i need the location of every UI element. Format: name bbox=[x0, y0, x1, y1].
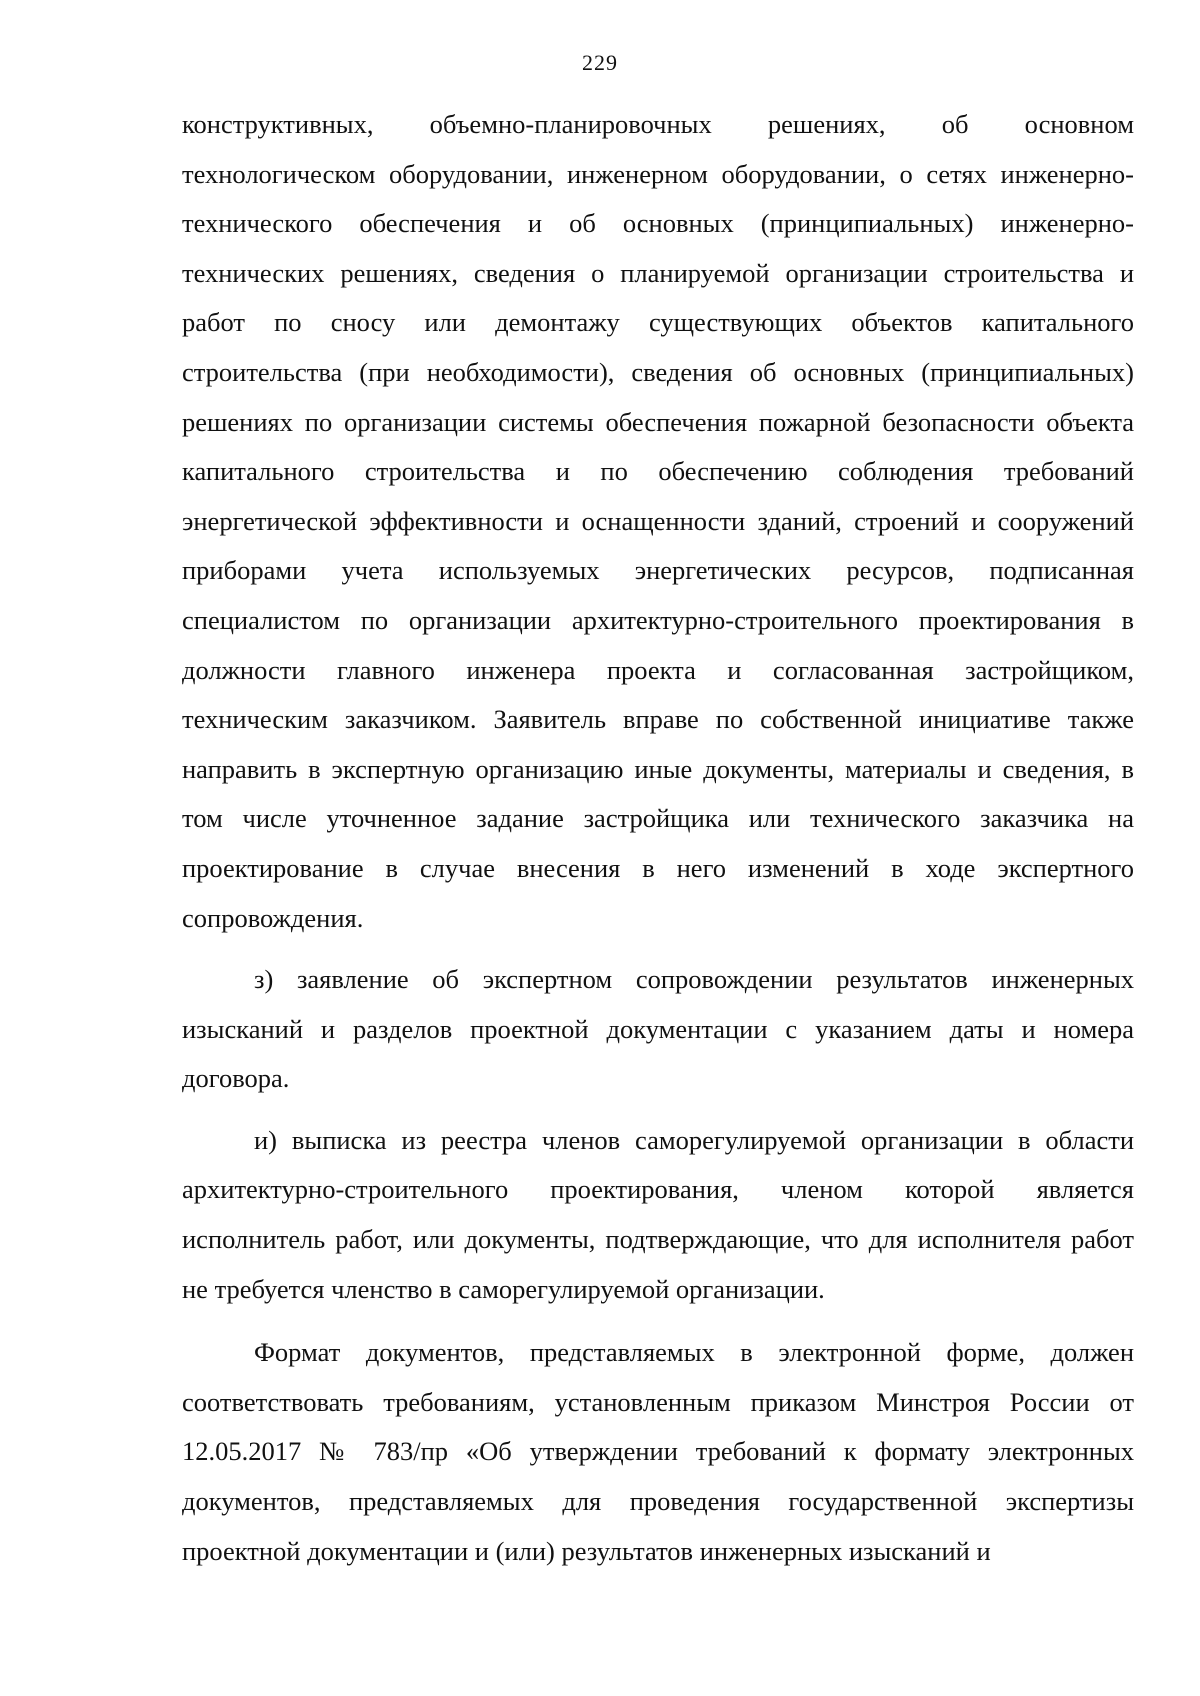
page-number: 229 bbox=[582, 50, 618, 75]
paragraph-item-z: з) заявление об экспертном сопровождении результатов инженерных изысканий и разделов проектной документации с указанием даты и номера договора. bbox=[182, 964, 1134, 1094]
document-body bbox=[182, 100, 1134, 1576]
paragraph-item-i: и) выписка из реестра членов саморегулируемой организации в области архитектурно-строительного проектирования, членом которой является исполнитель работ, или документы, подтверждающие, что для исполнителя работ не требуется членство в саморегулируемой организации. bbox=[182, 1124, 1134, 1304]
paragraph-continuation: конструктивных, объемно-планировочных решениях, об основном технологическом оборудовании, инженерном оборудовании, о сетях инженерно-технического обеспечения и об основных (принципиальных) инженерно-технических решениях, сведения о планируемой организации строительства и работ по сносу или демонтажу существующих объектов капитального строительства (при необходимости), сведения об основных (принципиальных) решениях по организации системы обеспечения пожарной безопасности объекта капитального строительства и по обеспечению соблюдения требований энергетической эффективности и оснащенности зданий, строений и сооружений приборами учета используемых энергетических ресурсов, подписанная специалистом по организации архитектурно-строительного проектирования в должности главного инженера проекта и согласованная застройщиком, техническим заказчиком. Заявитель вправе по собственной инициативе также направить в экспертную организацию иные документы, материалы и сведения, в том числе уточненное задание застройщика или технического заказчика на проектирование в случае внесения в него изменений в ходе экспертного сопровождения. bbox=[182, 109, 1134, 933]
paragraph-format-requirements: Формат документов, представляемых в электронной форме, должен соответствовать требованиям, установленным приказом Минстроя России от 12.05.2017 № 783/пр «Об утверждении требований к формату электронных документов, представляемых для проведения государственной экспертизы проектной документации и (или) результатов инженерных изысканий и bbox=[182, 1337, 1134, 1566]
